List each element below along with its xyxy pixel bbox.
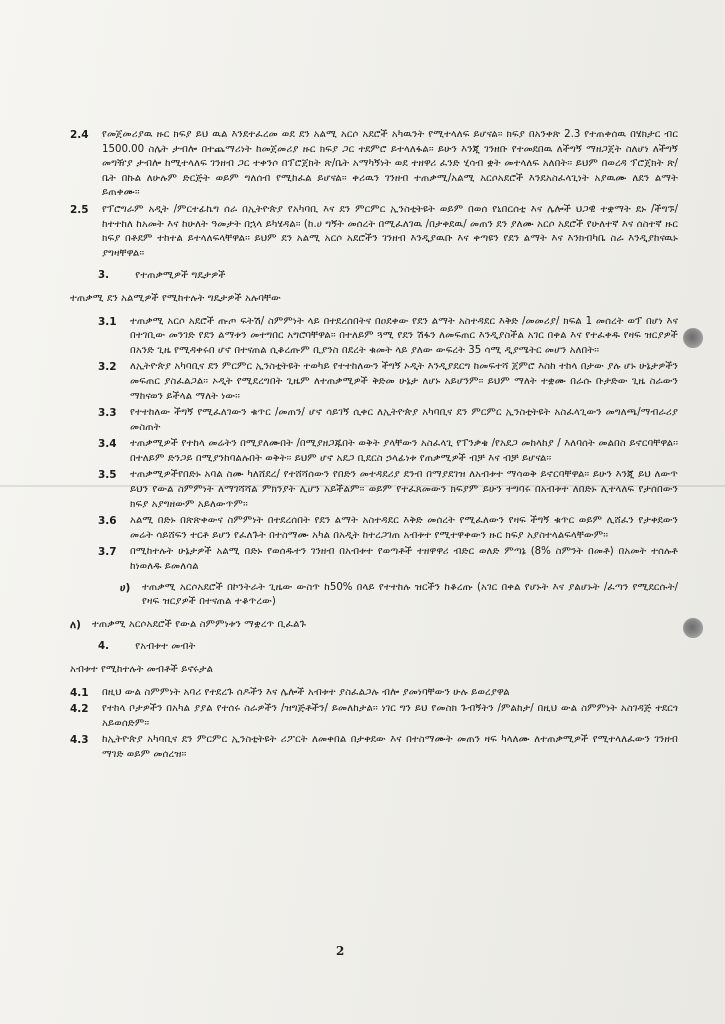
section-number: 4. (98, 641, 109, 653)
clause-3-3 (70, 406, 678, 435)
clause-3-1 (70, 315, 678, 359)
section-4-heading (70, 640, 678, 655)
punch-hole (683, 328, 703, 348)
clause-4-3 (70, 733, 678, 762)
clause-2-4 (70, 128, 678, 201)
clause-text: የፕሮግራም አዲት /ምርተፊኬግ ሰራ በኢትዮጵያ የአካባቢ እና ደን ምርምር ኢንስቲትዩት ወይም በወሰ የኒበርሰቲ እና ሌሎች ህጋዊ ተቋማት ደኑ /ችግኙ/ ከተተከለ ከአመት እና ከሁለት ዓመታት በኋላ ይካሄዳል፡፡ (ከ.ሀ ግኝት መሰረት በሚፈለገዉ /በታቀደዉ/ መጠን ደን ያለሙ አርሶ አደሮች የሁለተኛ እና ሰስተኛ ዙር ክፍያ በቶደም ተከተል ይተላለፍላቸዋል፡፡ ይህም ደን አልሚ አርሶ አደሮችን ገንዘብ እንዲያዉቡ እና ቀጣዩን የደን ልማት እና እንክብካቤ ስራ እንዲያከናዉኑ ያግዛቸዋል፡፡ (102, 203, 678, 259)
clause-3-7 (70, 545, 678, 574)
section-title: የአብቱተ መብት (135, 641, 196, 653)
clause-text: አልሚ በድኑ በጽጽቀውና ስምምነት በተደረሰበት የደን ልማት አስተዳደር እቅድ መሰረት የሚፈለውን የዛፍ ችግኝ ቁጥር ወይም ሊሸፈን የታቀደውን መሬት ሳይሸፍን ተርቶ ይሆን የፈለጉት በተስማሙ አካል በአዲት ከተረጋገጠ አብቱተ የሚተዋቀውን ዙር ክፍያ አያስተላልፍላቸውም፡፡ (130, 515, 678, 541)
clause-number: 3.3 (98, 407, 117, 420)
clause-number: 3.4 (98, 438, 117, 451)
clause-3-7-b (70, 618, 678, 633)
section-3-heading (70, 269, 678, 284)
clause-3-2 (70, 360, 678, 404)
section-number: 3. (98, 270, 109, 282)
punch-hole (683, 618, 703, 638)
clause-number: 2.4 (70, 129, 89, 141)
clause-text: ተጠቃሚ አርሶ አደሮች ጡጦ ፍትሽ/ ስምምነት ላይ በተደረሰበትና በዐደቀው የደን ልማት አስተዳደር እቅድ /መመሪያ/ ክፍል 1 መሰረት ወፕ በሆነ እና በተገቢው መንገድ የደን ልማቱን መተግበር አግሮባቸዋል፡፡ በተለይም ጓሚ የደን ሽፋን ለመፍጠር እንዲያስችል አገር በቀል እና የተፈቀዱ የዛፍ ዝርያዎች በአንድ ጊዜ የሚዳቀሩበ ሆኖ በተናጠል ሲቆረጡም ቢያንስ በደረት ቁመት ላይ ያለው ውፍረት 35 ሳሚ ዲያሜትር መሆን አለበት፡፡ (130, 315, 678, 356)
document-body (70, 128, 678, 765)
clause-2-5 (70, 203, 678, 261)
clause-4-2 (70, 702, 678, 731)
clause-text: የመጀመሪያዉ ዙር ክፍያ ይህ ዉል እንደተፈረመ ወደ ደን አልሚ አርሶ አደሮች አካዉንት የሚተላለፍ ይሆናል፡፡ ክፍያ በአንቀጽ 2.3 የተጠቀሰዉ በሄክታር ብር 1500.00 ስሌት ታብሎ በተጨማሪነት ከመጀመሪያ ዙር ክፍያ ጋር ተደምሮ ይተላለፋል፡፡ ይሁን እንጂ ገንዘቡ የተመደበዉ ለችግኝ ማዘጋጀት ስለሆነ ለችግኝ መግዥያ ታብሎ ከሚተላለፍ ገንዘብ ጋር ተቀንሶ በፕሮጀክት ጽ/ቤት አማካኝነት ወደ ተዘዋሪ ፈንድ ሂሳብ ቋት መተላለፍ አለበት፡፡ ይህም በወረዳ ፕሮጀክት ጽ/ ቤት በኩል ለሁሉም ድርጅት ወይም ግለሰብ የሚከፈል ይሆናል፡፡ ቀሪዉን ገንዘብ ተጠቃሚ/አልሚ አርሶአደሮች እንደአስፈላጊነት አያዉሙ ለደን ልማት ይጠቀሙ፡፡ (102, 129, 678, 199)
section-title: የተጠቃሚዎች ግዴታዎች (135, 270, 226, 282)
sub-clause-label: ለ) (70, 618, 81, 631)
clause-text: ለኢትዮጵያ አካባቢና ደን ምርምር ኢንስቲትዩት ተወካይ የተተከለውን ችግኝ ኦዲት እንዲያደርግ ከመፍተሻ ጀምሮ እስከ ተከላ በታው ያሉ ሆኑ ሁኔታዎችን መፍጠር ያስፈልጋል፡፡ ኦዲት የሚደረግበት ጊዜም ለተጠቃሚዎች ቅድመ ሁኔታ ለሆኑ አይሆንም፡፡ ይህም ማለት ተቋሙ በራሱ ቡታድው ጊዜ ስራውን ማከናወን ይችላል ማለት ነው፡፡ (130, 361, 678, 402)
clause-text: በሚከተሉት ሁኔታዎች አልሚ በድኑ የወሰዱተን ገንዘብ በአብቱተ የወጣቶች ተዘዋዋሪ ብድር ወለድ ምጣኔ (8% ስምንት በመቶ) በአመት ተሰሉቶ ከነወለዱ ይመለሳል (130, 546, 678, 573)
clause-number: 4.2 (70, 703, 89, 716)
sub-clause-text: ተጠቃሚ አርሶአደሮች በኮንትራት ጊዜው ውስጥ ከ50% በላይ የተተከሉ ዝርችን ከቆረጡ (አገር በቀል የሆኑት እና ያልሆኑት /ፈጣን የሚደርሱት/ የዛፍ ዝርያዎች በተናጠል ተቆጥረው) (142, 581, 678, 608)
clause-number: 3.5 (98, 469, 117, 482)
clause-number: 3.1 (98, 315, 117, 328)
clause-text: በዚህ ውል ስምምነት አባሪ የተደረጉ ሰዶችን እና ሌሎች አብቱተ ያስፈልጋሉ ብሎ ያመነባቸውን ሁሉ ይወረያዋል (102, 686, 510, 698)
sub-clause-label: ሀ) (120, 581, 131, 594)
clause-3-5 (70, 468, 678, 512)
section-3-intro: ተጠቃሚ ደን አልሚዎች የሚከተሉት ግዴታዎች አሉባቸው (70, 292, 281, 304)
clause-text: የተተከለው ችግኝ የሚፈለገውን ቁጥር /መጠን/ ሆኖ ሳይገኝ ሲቀር ለኢትዮጵያ አካባቢና ደን ምርምር ኢንስቲትዩት አስፈላጊውን መግለጫ/ማብራሪያ መስጠት (130, 407, 678, 433)
clause-number: 3.7 (98, 546, 117, 559)
clause-number: 2.5 (70, 203, 89, 216)
sub-clause-text: ተጠቃሚ አርሶአደሮች የውል ስምምነቱን ማቋረጥ ቢፈልጉ (92, 618, 307, 630)
clause-number: 3.2 (98, 361, 117, 374)
clause-3-6 (70, 514, 678, 543)
clause-3-4 (70, 437, 678, 466)
clause-number: 4.1 (70, 686, 89, 699)
page-number: 2 (336, 944, 345, 958)
clause-text: ከኢትዮጵያ አካባቢና ደን ምርምር ኢንስቲትዩት ሪፖርት ለመቀበል በታቀደው እና በተስማሙት መጠን ዛፍ ካላለሙ ለተጠቃሚዎች የሚተላለፈውን ገንዘብ ማገድ ወይም መሰረዝ፡፡ (102, 734, 678, 760)
clause-number: 3.6 (98, 515, 117, 528)
clause-4-1 (70, 686, 678, 701)
clause-number: 4.3 (70, 734, 89, 747)
section-4-intro: አብቱተ የሚከተሉት መብቶች ይኖሩታል (70, 664, 214, 675)
clause-text: ተጠቃሚዎች የተከላ መሬትን በሚያለሙበት /በሚያዘጋጁበት ወቅት ያላቸውን አስፈላጊ የፐንቃቄ /የአደጋ መከላከያ / እለባሰት መልበስ ይኖርባቸዋል፡፡ በተለይም ድንጋይ በሚያንከባልሉበት ወቅት፡፡ ይህም ሆኖ አደጋ ቢደርስ ኃላፊነቱ የጠቃሚዎች ብቻ እና ብቻ ይሆናል፡፡ (130, 438, 678, 464)
clause-text: ተጠቃሚዎችየበድኑ አባል ስሙ ካለሸደረ/ የተሸሻሰውን የበድን መተዳደሪያ ደንብ በማያደገዝ ለአብቱተ ማሳወቅ ይኖርባቸዋል፡፡ ይሁን እንጂ ይህ ለውጥ ይህን የውል ስምምነት ለማገሻሻል ምክንያት ሊሆን አይችልም፡፡ ወይም የተፈጸመውን ክፍያም ይሁን ተግባሩ በአብቱተ ለበድኑ ሊተላለፍ የታሰበውን ክፍያ አያግዘውም አይለውጥም፡፡ (130, 469, 678, 510)
clause-text: የተከላ ቦታዎችን በአካል ያያል የተሰሩ ስራዎችን /ዝግጅቶችን/ ይመለከታል፡፡ ነገር ግን ይህ የመስክ ጉብኝትን /ምልከታ/ በዚህ ውል ስምምነት አስገዳጅ ተደርጎ አይወሰድም፡፡ (102, 703, 678, 729)
clause-3-7-a (70, 581, 678, 610)
